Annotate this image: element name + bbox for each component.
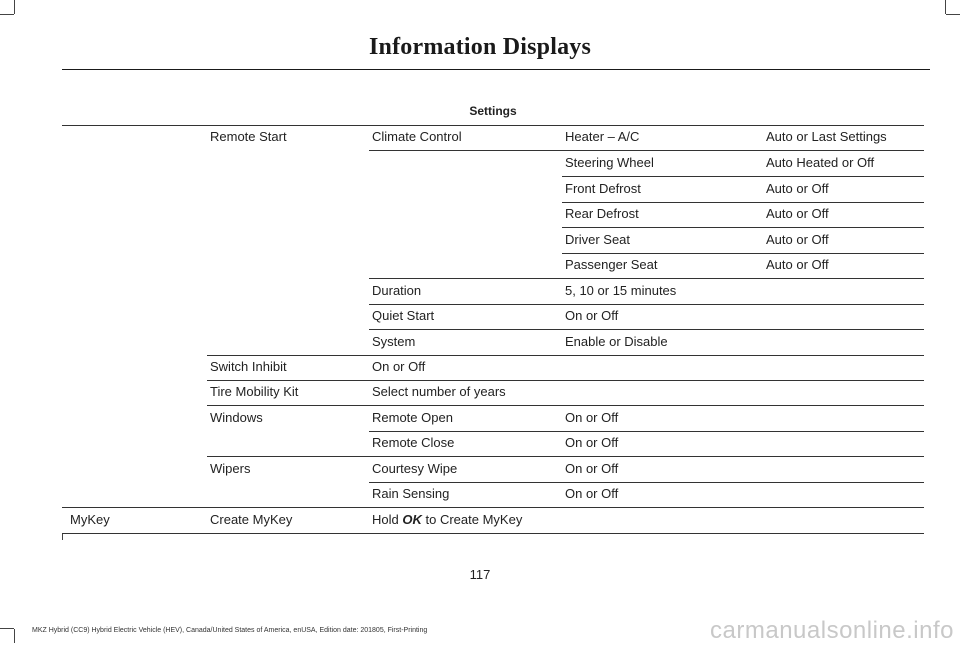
table-row [562,177,924,203]
table-row [207,431,924,457]
cell-feature: Windows [210,410,263,425]
table-row [210,457,924,483]
table-row [369,279,924,305]
table-row [210,406,924,432]
table-caption: Settings [62,98,924,126]
table-row [62,508,924,534]
cell-value: Enable or Disable [565,334,668,349]
crop-mark-bottom-left [14,629,15,643]
cell-value: On or Off [565,410,619,425]
cell-item: Passenger Seat [565,257,658,272]
page-title: Information Displays [368,34,592,60]
cell-value: Auto or Off [766,232,829,247]
cell-category: MyKey [70,512,110,527]
cell-feature: Tire Mobility Kit [210,384,299,399]
cell-value: Auto or Off [766,257,829,272]
cell-subfeature: Quiet Start [372,308,435,323]
header-divider [62,69,930,70]
cell-value: On or Off [565,486,619,501]
cell-value: On or Off [372,359,426,374]
cell-value: On or Off [565,461,619,476]
settings-table [62,98,924,527]
cell-item: Heater – A/C [565,129,640,144]
cell-subfeature: System [372,334,416,349]
cell-value: On or Off [565,308,619,323]
cell-subfeature: Remote Close [372,435,455,450]
crop-mark-top-right [945,0,946,14]
create-mykey-text: to Create MyKey [425,512,523,527]
page-number: 117 [469,567,491,582]
cell-feature: Switch Inhibit [210,359,287,374]
cell-subfeature: Remote Open [372,410,453,425]
cell-value: Auto Heated or Off [766,155,875,170]
cell-subfeature: Rain Sensing [372,486,450,501]
table-row [210,125,924,151]
cell-subfeature: Climate Control [372,129,462,144]
cell-item: Front Defrost [565,181,641,196]
crop-mark-top-left-h [0,14,14,15]
footer-edition-info: MKZ Hybrid (CC9) Hybrid Electric Vehicle (HEV), Canada/United States of America, enUSA, Edition date: 201805, First-Printing [32,627,428,634]
crop-mark-top-right-h [946,14,960,15]
cell-value: 5, 10 or 15 minutes [565,283,677,298]
cell-value: Auto or Off [766,206,829,221]
cell-item: Rear Defrost [565,206,639,221]
table-row [369,304,924,330]
table-row [562,202,924,228]
cell-value: Auto or Off [766,181,829,196]
table-row [207,380,924,406]
cell-feature: Remote Start [210,129,287,144]
hold-text: Hold [372,512,399,527]
cell-subfeature: Duration [372,283,422,298]
cell-value: Select number of years [372,384,506,399]
cell-value [372,508,522,531]
table-row [562,151,924,177]
table-edge-mark [62,534,63,540]
table-row [369,253,924,279]
ok-button-label: OK [402,512,422,527]
crop-mark-top-left [14,0,15,14]
table-row [562,228,924,254]
cell-feature: Wipers [210,461,251,476]
cell-value: Auto or Last Settings [766,129,887,144]
table-row [207,330,924,356]
cell-feature: Create MyKey [210,512,293,527]
table-row [207,355,924,381]
watermark-logo: carmanualsonline.info [710,617,954,644]
crop-mark-bottom-left-h [0,628,14,629]
cell-item: Driver Seat [565,232,631,247]
cell-item: Steering Wheel [565,155,654,170]
cell-value: On or Off [565,435,619,450]
table-row [62,482,924,508]
cell-subfeature: Courtesy Wipe [372,461,458,476]
